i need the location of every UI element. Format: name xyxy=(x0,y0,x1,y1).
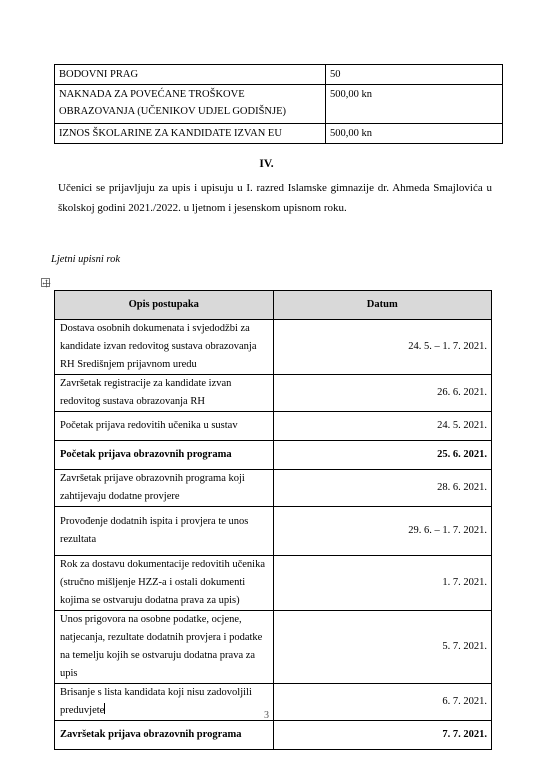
row-date[interactable]: 1. 7. 2021. xyxy=(273,556,492,611)
section-number: IV. xyxy=(259,158,274,170)
table-row xyxy=(55,65,503,85)
section-paragraph[interactable]: Učenici se prijavljuju za upis i upisuju u I. razred Islamske gimnazije dr. Ahmeda Smajlovića u školskoj godini 2021./2022. u ljetnom i jesenskom upisnom roku. xyxy=(58,182,492,214)
row-date[interactable]: 24. 5. – 1. 7. 2021. xyxy=(273,320,492,375)
row-description[interactable]: Početak prijava obrazovnih programa xyxy=(55,441,274,470)
table-row xyxy=(55,721,492,750)
table-row xyxy=(55,320,492,375)
row-description[interactable]: Završetak prijave obrazovnih programa koji zahtijevaju dodatne provjere xyxy=(55,470,274,507)
fees-table xyxy=(54,64,503,144)
table-row xyxy=(55,124,503,144)
row-description[interactable]: Rok za dostavu dokumentacije redovitih učenika (stručno mišljenje HZZ-a i ostali dokumenti kojima se ostvaruju dodatna prava za upis) xyxy=(55,556,274,611)
row-description[interactable]: Početak prijava redovitih učenika u sustav xyxy=(55,412,274,441)
table-row xyxy=(55,507,492,556)
row-date[interactable]: 25. 6. 2021. xyxy=(273,441,492,470)
table-cell-label[interactable]: BODOVNI PRAG xyxy=(55,65,326,85)
row-description[interactable]: Provođenje dodatnih ispita i provjera te unos rezultata xyxy=(55,507,274,556)
row-description-text: Brisanje s lista kandidata koji nisu zadovoljili preduvjete xyxy=(60,687,252,716)
table-cell-value[interactable]: 500,00 kn xyxy=(326,85,503,124)
row-date[interactable]: 5. 7. 2021. xyxy=(273,611,492,684)
row-date[interactable]: 26. 6. 2021. xyxy=(273,375,492,412)
row-date[interactable]: 29. 6. – 1. 7. 2021. xyxy=(273,507,492,556)
table-header-row xyxy=(55,291,492,320)
table-row xyxy=(55,556,492,611)
page-number: 3 xyxy=(264,710,269,721)
column-header-description[interactable]: Opis postupaka xyxy=(55,291,274,320)
table-row xyxy=(55,470,492,507)
table-cell-value[interactable]: 500,00 kn xyxy=(326,124,503,144)
subheading[interactable]: Ljetni upisni rok xyxy=(51,254,121,265)
row-description[interactable]: Završetak prijava obrazovnih programa xyxy=(55,721,274,750)
table-row xyxy=(55,412,492,441)
table-row xyxy=(55,375,492,412)
four-arrows-move-icon[interactable] xyxy=(41,278,50,287)
row-description[interactable]: Dostava osobnih dokumenata i svjedodžbi za kandidate izvan redovitog sustava obrazovanja RH Središnjem prijavnom uredu xyxy=(55,320,274,375)
table-row xyxy=(55,611,492,684)
schedule-table xyxy=(54,290,492,750)
row-date[interactable]: 7. 7. 2021. xyxy=(273,721,492,750)
row-description[interactable]: Unos prigovora na osobne podatke, ocjene, natjecanja, rezultate dodatnih provjera i podatke na temelju kojih se ostvaruju dodatna prava za upis xyxy=(55,611,274,684)
row-date[interactable]: 24. 5. 2021. xyxy=(273,412,492,441)
table-cell-label[interactable]: NAKNADA ZA POVEĆANE TROŠKOVE OBRAZOVANJA (UČENIKOV UDJEL GODIŠNJE) xyxy=(55,85,326,124)
row-description[interactable]: Završetak registracije za kandidate izvan redovitog sustava obrazovanja RH xyxy=(55,375,274,412)
column-header-date[interactable]: Datum xyxy=(273,291,492,320)
table-cell-value[interactable]: 50 xyxy=(326,65,503,85)
table-row xyxy=(55,85,503,124)
table-row xyxy=(55,441,492,470)
row-date[interactable]: 6. 7. 2021. xyxy=(273,684,492,721)
row-date[interactable]: 28. 6. 2021. xyxy=(273,470,492,507)
table-cell-label[interactable]: IZNOS ŠKOLARINE ZA KANDIDATE IZVAN EU xyxy=(55,124,326,144)
